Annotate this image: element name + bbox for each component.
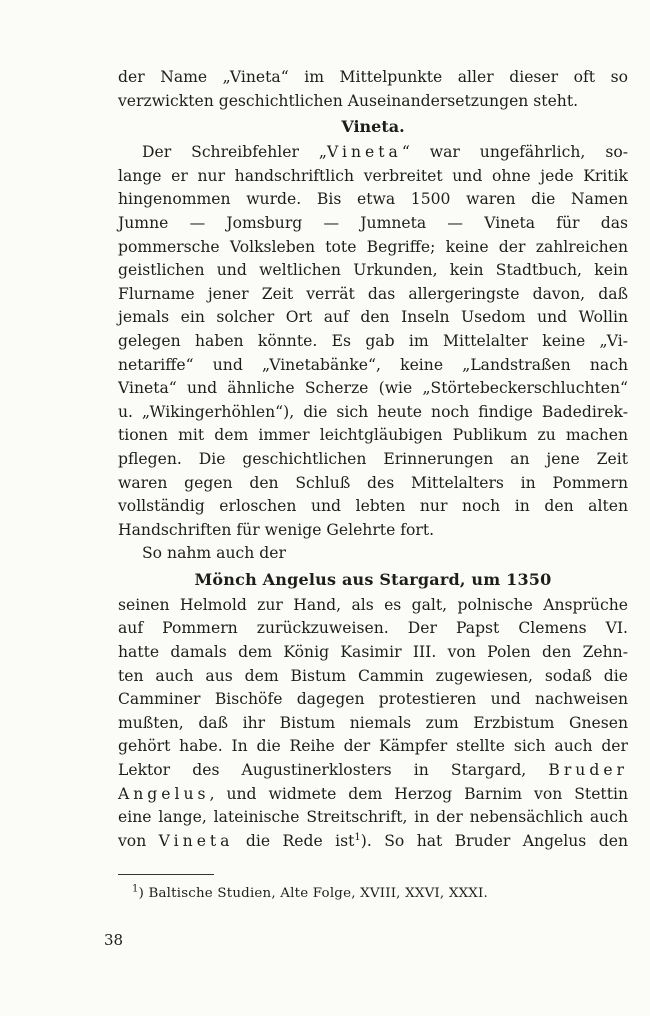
footnote <box>132 884 488 904</box>
text-line: Jumne — Jomsburg — Jumneta — Vineta für das <box>118 213 628 232</box>
text-line: Der Schreibfehler „Vineta“ war ungefährlich, so- <box>142 143 628 162</box>
text-line: Vineta“ und ähnliche Scherze (wie „Störtebeckerschluchten“ <box>118 379 628 398</box>
footnote-reference: 1 <box>354 831 361 843</box>
text-line: von Vineta die Rede ist$^1$). So hat Bruder Angelus den <box>118 831 628 850</box>
text-line: geistlichen und weltlichen Urkunden, kein Stadtbuch, kein <box>118 261 628 280</box>
text-line: gehört habe. In die Reihe der Kämpfer stellte sich auch der <box>118 737 628 756</box>
text-line: Camminer Bischöfe dagegen protestieren und nachweisen <box>118 690 628 709</box>
text-line: netariffe“ und „Vinetabänke“, keine „Landstraßen nach <box>118 355 628 374</box>
spaced-word: Vineta <box>327 143 402 162</box>
text-line: hingenommen wurde. Bis etwa 1500 waren die Namen <box>118 190 628 209</box>
text-line: Flurname jener Zeit verrät das allergeringste davon, daß <box>118 284 628 303</box>
spaced-word: Vineta <box>158 831 234 850</box>
text-line: vollständig erloschen und lebten nur noch in den alten <box>118 497 628 516</box>
text-line: eine lange, lateinische Streitschrift, in der nebensächlich auch <box>118 808 628 827</box>
text-line: seinen Helmold zur Hand, als es galt, polnische Ansprüche <box>118 595 628 614</box>
text-line: lange er nur handschriftlich verbreitet und ohne jede Kritik <box>118 166 628 185</box>
section-heading-angelus: Mönch Angelus aus Stargard, um 1350 <box>194 569 552 589</box>
text-line: der Name „Vineta“ im Mittelpunkte aller dieser oft so <box>118 68 628 86</box>
footnote-text: ) Baltische Studien, Alte Folge, XVIII, XXVI, XXXI. <box>138 886 488 901</box>
footnote-divider <box>118 874 214 875</box>
text-line: hatte damals dem König Kasimir III. von Polen den Zehn- <box>118 643 628 662</box>
page-body <box>118 66 628 853</box>
text-line: So nahm auch der <box>142 544 286 563</box>
spaced-word: Bruder <box>548 761 628 780</box>
section-heading-vineta: Vineta. <box>341 117 405 137</box>
text-line: mußten, daß ihr Bistum niemals zum Erzbistum Gnesen <box>118 713 628 732</box>
spaced-word: Angelus <box>118 784 210 803</box>
text-line: pflegen. Die geschichtlichen Erinnerungen an jene Zeit <box>118 449 628 468</box>
text-line: ten auch aus dem Bistum Cammin zugewiesen, sodaß die <box>118 666 628 685</box>
text-line: tionen mit dem immer leichtgläubigen Publikum zu machen <box>118 426 628 445</box>
text-line: auf Pommern zurückzuweisen. Der Papst Clemens VI. <box>118 619 628 638</box>
text-line: pommersche Volksleben tote Begriffe; keine der zahlreichen <box>118 237 628 256</box>
text-line: jemals ein solcher Ort auf den Inseln Usedom und Wollin <box>118 308 628 327</box>
text-line: waren gegen den Schluß des Mittelalters in Pommern <box>118 473 628 492</box>
page-number: 38 <box>104 931 124 949</box>
text-line: Handschriften für wenige Gelehrte fort. <box>118 520 435 539</box>
text-line: Angelus, und widmete dem Herzog Barnim von Stettin <box>118 784 628 803</box>
text-line: gelegen haben könnte. Es gab im Mittelalter keine „Vi- <box>118 331 628 350</box>
footnote-marker: 1 <box>132 883 139 895</box>
text-line: Lektor des Augustinerklosters in Stargard, Bruder <box>118 761 628 780</box>
text-line: u. „Wikingerhöhlen“), die sich heute noch findige Badedirek- <box>118 402 628 421</box>
text-line: verzwickten geschichtlichen Auseinandersetzungen steht. <box>118 91 579 110</box>
